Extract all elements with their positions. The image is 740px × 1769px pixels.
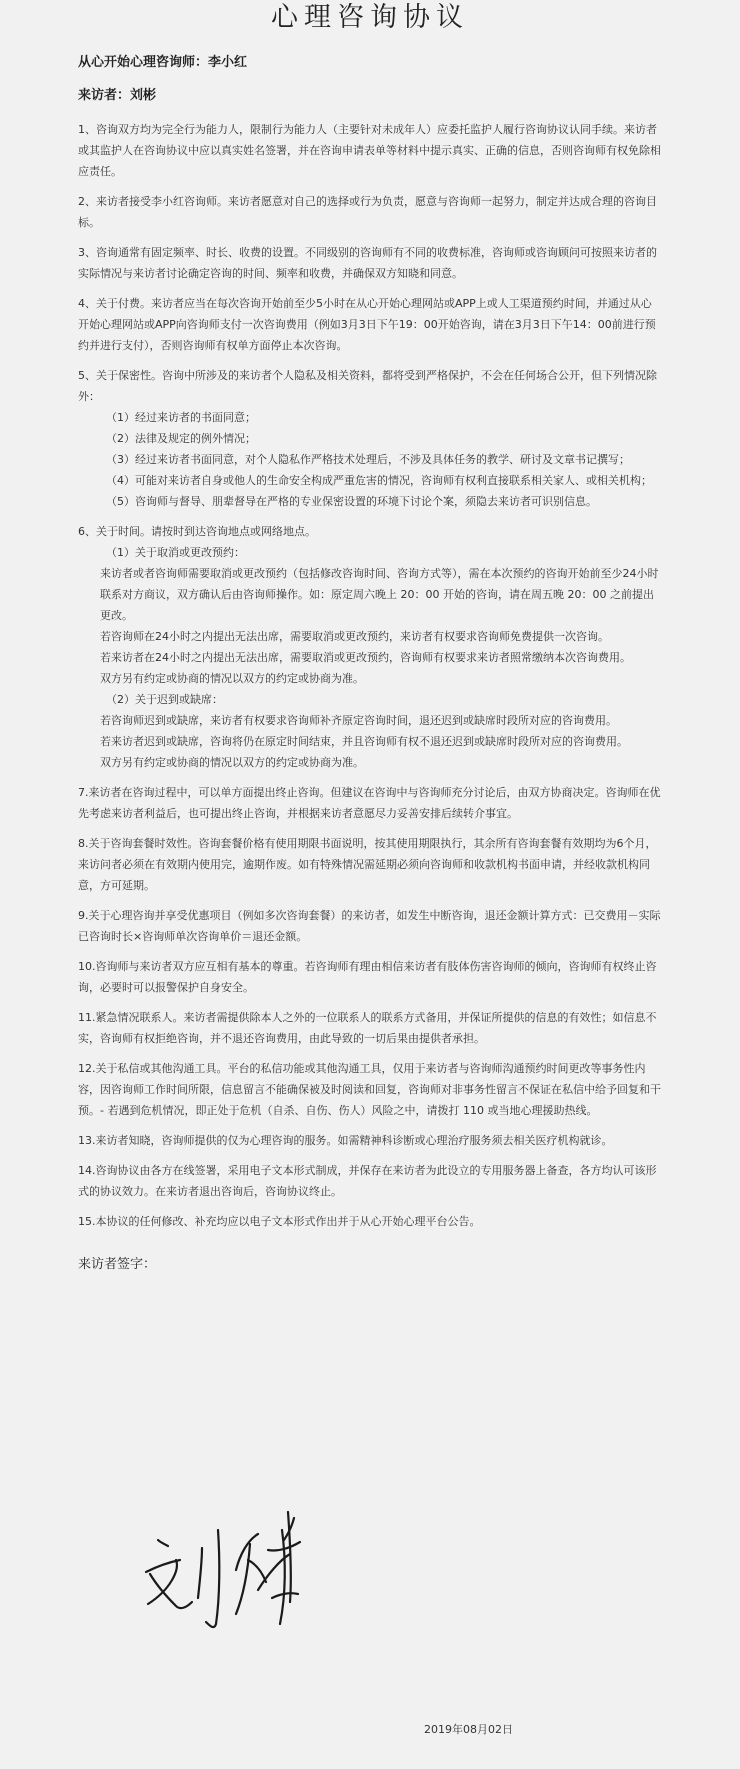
page-title: 心理咨询协议 [271,2,469,33]
clause-5-item-2: （2）法律及规定的例外情况； [106,432,256,445]
clause-6-intro: 6、关于时间。请按时到达咨询地点或网络地点。 [78,525,316,538]
clause-6-sub2-line-1: 若咨询师迟到或缺席，来访者有权要求咨询师补齐原定咨询时间，退还迟到或缺席时段所对应的咨询费用。 [100,714,617,727]
clause-6-sub2-title: （2）关于迟到或缺席： [106,693,223,706]
visitor-line: 来访者：刘彬 [78,88,157,103]
clause-5-item-5: （5）咨询师与督导、朋辈督导在严格的专业保密设置的环境下讨论个案，须隐去来访者可识别信息。 [106,495,597,508]
clause-5-item-4: （4）可能对来访者自身或他人的生命安全构成严重危害的情况，咨询师有权利直接联系相关家人、或相关机构； [106,474,652,487]
clause-1: 1、咨询双方均为完全行为能力人，限制行为能力人（主要针对未成年人）应委托监护人履行咨询协议认同手续。来访者或其监护人在咨询协议中应以真实姓名签署，并在咨询申请表单等材料中提示真实、正确的信息，否则咨询师有权免除相应责任。 [78,123,661,178]
clause-2: 2、来访者接受李小红咨询师。来访者愿意对自己的选择或行为负责，愿意与咨询师一起努力，制定并达成合理的咨询目标。 [78,195,657,229]
clause-6-sub1-title: （1）关于取消或更改预约： [106,546,245,559]
clause-5-item-1: （1）经过来访者的书面同意； [106,411,256,424]
handwritten-signature [140,1500,340,1640]
clause-15: 15.本协议的任何修改、补充均应以电子文本形式作出并于从心开始心理平台公告。 [78,1215,481,1228]
clause-13: 13.来访者知晓，咨询师提供的仅为心理咨询的服务。如需精神科诊断或心理治疗服务须去相关医疗机构就诊。 [78,1134,613,1147]
signature-date: 2019年08月02日 [424,1723,513,1736]
clause-7: 7.来访者在咨询过程中，可以单方面提出终止咨询。但建议在咨询中与咨询师充分讨论后，由双方协商决定。咨询师在优先考虑来访者利益后，也可提出终止咨询，并根据来访者意愿尽力妥善安排后续转介事宜。 [78,786,661,820]
clause-11: 11.紧急情况联系人。来访者需提供除本人之外的一位联系人的联系方式备用，并保证所提供的信息的有效性；如信息不实，咨询师有权拒绝咨询，并不退还咨询费用，由此导致的一切后果由提供者承担。 [78,1011,657,1045]
clause-6-sub1-line-3: 双方另有约定或协商的情况以双方的约定或协商为准。 [100,672,364,685]
clause-12: 12.关于私信或其他沟通工具。平台的私信功能或其他沟通工具，仅用于来访者与咨询师沟通预约时间更改等事务性内容，因咨询师工作时间所限，信息留言不能确保被及时阅读和回复，咨询师对非事务性留言不保证在私信中给予回复和干预。- 若遇到危机情况，即正处于危机（自杀、自伤、伤人）风险之中，请拨打 110 或当地心理援助热线。 [78,1062,661,1117]
clause-6-sub1-body: 来访者或者咨询师需要取消或更改预约（包括修改咨询时间、咨询方式等），需在本次预约的咨询开始前至少24小时联系对方商议，双方确认后由咨询师操作。如：原定周六晚上 20：00 开始的咨询，请在周五晚 20：00 之前提出更改。 [100,567,659,622]
clause-5-item-3: （3）经过来访者书面同意，对个人隐私作严格技术处理后，不涉及具体任务的教学、研讨及文章书记撰写； [106,453,630,466]
signature-label: 来访者签字： [78,1257,157,1272]
clause-6-sub2-line-2: 若来访者迟到或缺席，咨询将仍在原定时间结束，并且咨询师有权不退还迟到或缺席时段所对应的咨询费用。 [100,735,628,748]
clause-6-sub1-line-2: 若来访者在24小时之内提出无法出席，需要取消或更改预约，咨询师有权要求来访者照常缴纳本次咨询费用。 [100,651,631,664]
clauses-list [78,119,662,1232]
clause-5-intro: 5、关于保密性。咨询中所涉及的来访者个人隐私及相关资料，都将受到严格保护，不会在任何场合公开，但下列情况除外： [78,369,657,403]
clause-10: 10.咨询师与来访者双方应互相有基本的尊重。若咨询师有理由相信来访者有肢体伤害咨询师的倾向，咨询师有权终止咨询，必要时可以报警保护自身安全。 [78,960,657,994]
clause-4: 4、关于付费。来访者应当在每次咨询开始前至少5小时在从心开始心理网站或APP上或人工渠道预约时间，并通过从心开始心理网站或APP向咨询师支付一次咨询费用（例如3月3日下午19：00开始咨询，请在3月3日下午14：00前进行预约并进行支付），否则咨询师有权单方面停止本次咨询。 [78,297,656,352]
clause-3: 3、咨询通常有固定频率、时长、收费的设置。不同级别的咨询师有不同的收费标准，咨询师或咨询顾问可按照来访者的实际情况与来访者讨论确定咨询的时间、频率和收费，并确保双方知晓和同意。 [78,246,657,280]
clause-6-sub2-line-3: 双方另有约定或协商的情况以双方的约定或协商为准。 [100,756,364,769]
clause-6-sub1-line-1: 若咨询师在24小时之内提出无法出席，需要取消或更改预约，来访者有权要求咨询师免费提供一次咨询。 [100,630,609,643]
counselor-line: 从心开始心理咨询师：李小红 [78,55,248,70]
clause-9: 9.关于心理咨询并享受优惠项目（例如多次咨询套餐）的来访者，如发生中断咨询，退还金额计算方式：已交费用－实际已咨询时长×咨询师单次咨询单价＝退还金额。 [78,909,661,943]
clause-14: 14.咨询协议由各方在线签署，采用电子文本形式制成，并保存在来访者为此设立的专用服务器上备查，各方均认可该形式的协议效力。在来访者退出咨询后，咨询协议终止。 [78,1164,657,1198]
clause-8: 8.关于咨询套餐时效性。咨询套餐价格有使用期限书面说明，按其使用期限执行，其余所有咨询套餐有效期均为6个月，来访问者必须在有效期内使用完，逾期作废。如有特殊情况需延期必须向咨询师和收款机构书面申请，并经收款机构同意，方可延期。 [78,837,657,892]
clause-6 [78,521,662,773]
clause-5 [78,365,662,512]
